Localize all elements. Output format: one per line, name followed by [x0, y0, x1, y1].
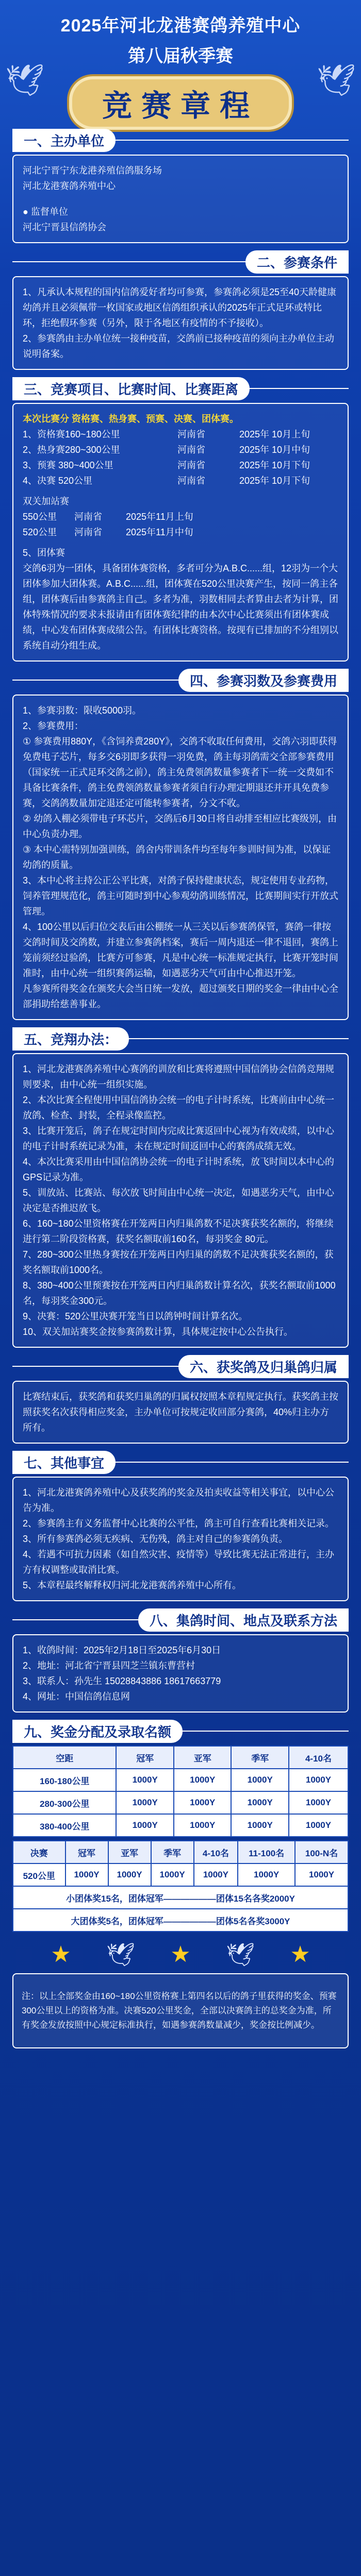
section-box: 1、凡承认本规程的国内信鸽爱好者均可参赛，参赛鸽必须是25至40天龄健康幼鸽并且必须佩带一枚国家或地区信鸽组织承认的2025年正式足环或特比环，拒绝假环参赛（另外，限于各地区有疫情的不予接收）。 2、参赛鸽由主办单位统一接种疫苗，交鸽前已接种疫苗的须向主办单位主动说明备案。: [12, 276, 349, 370]
section-heading: 八、集鸽时间、地点及联系方法: [12, 1608, 349, 1631]
dove-icon: 🕊: [226, 1942, 255, 1968]
prize-table: 空距 冠军 亚军 季军 4-10名 160-180公里 1000Y 1000Y 1000Y 1000Y 280-300公里 1000Y 1000Y 1000Y 1000Y 380-400公里 1000Y 1000Y 1000Y 1000Y: [12, 1745, 349, 1837]
section-heading: 四、参赛羽数及参赛费用: [12, 669, 349, 691]
section-box: 1、参赛羽数：限收5000羽。 2、参赛费用： ① 参赛费用880Y，《含饲养费280Y》，交鸽不收取任何费用，交鸽六羽即获得免费电子芯片，每多交6羽即多获得一羽免费，鸽主每羽鸽需交全部参赛费用（国家统一正式足环交鸽之前），鸽主免费领鸽数量参赛者下一统一交费如不具备比赛条件，鸽主免费领鸽数量参赛者须自行办理定期退还并开具免费参赛，交鸽鸽数量加定退还定可能转参赛者，分文不收。 ② 幼鸽入棚必须带电子环芯片，交鸽后6月30日将自动排至相应比赛级别，由中心负责办理。 ③ 本中心需特别加强训练，鸽舍内带训条件均至每年参训时间为准，以保证幼鸽的质量。 3、本中心将主持公正公平比赛，对鸽子保持健康状态，规定使用专业药物，饲养管理规范化，鸽主可随时到中心参观幼鸽训练情况，比赛期间实行开放式管理。 4、100公里以后归位交表后由公棚统一从三关以后参赛鸽保管，赛鸽一律按交鸽时间及交鸽数，并建立参赛鸽档案，赛后一周内退还一律不退回，赛鸽上笼前须经过验鸽，比赛方可参赛，凡是中心统一标准规定执行，比赛开笼时间准时，由中心统一组织赛鸽运输，如遇恶劣天气可由中心推迟开笼。 凡参赛所得奖金在颁奖大会当日统一发放，超过颁奖日期的奖金一律由中心全部捐助给慈善事业。: [12, 694, 349, 1020]
section-rules: [12, 1027, 349, 1348]
dove-icon: 🕊: [316, 63, 356, 97]
section-other: [12, 1451, 349, 1601]
section-heading: 七、其他事宜: [12, 1451, 349, 1473]
section-box: 比赛结束后，获奖鸽和获奖归巢鸽的归属权按照本章程规定执行。获奖鸽主按照获奖名次获得相应奖金，主办单位可按规定收回部分赛鸽，40%归主办方所有。: [12, 1381, 349, 1444]
section-fees: [12, 669, 349, 1020]
section-events: [12, 377, 349, 662]
section-organizer: [12, 129, 349, 243]
title-line-2: 第八届秋季赛: [128, 46, 233, 66]
final-prize-table: 决赛 冠军 亚军 季军 4-10名 11-100名 100-N名 520公里 1000Y 1000Y 1000Y 1000Y 1000Y 1000Y 小团体奖15名，团体冠军——————团体15名各奖2000Y 大团体奖5名，团体冠军——————团体5名各奖3000Y: [12, 1840, 349, 1932]
section-contact: [12, 1608, 349, 1713]
table-row: 520公里 1000Y 1000Y 1000Y 1000Y 1000Y 1000Y: [13, 1863, 348, 1886]
section-prizes: [12, 1720, 349, 2048]
section-box: 本次比赛分 资格赛、热身赛、预赛、决赛、团体赛。 1、资格赛160~180公里 河南省 2025年 10月上旬 2、热身赛280~300公里 河南省 2025年 10月中旬 3、预赛 380~400公里 河南省 2025年 10月下旬 4、决赛 520公里 河南省 2025年 10月下旬 双关加站赛 550公里 河南省 2025年11月上旬 520公里 河南省 2025年11月中旬 5、团体赛 交鸽6羽为一团体，具备团体赛资格，多者可分为A.B.C......组，12羽为一个大团体参加大团体赛。A.B.C......组，团体赛在520公里决赛产生，按同一鸽主各组，团体赛后由参赛鸽主自己。多者为准，羽数相同去者算由去者为计算，团体特殊情况的要求未报请由有团体赛纪律的由本次中心比赛须出有团体赛成绩，中心发布团体赛成绩公告。有团体比赛资格。按现有已排加的不分组别以系统自动分组生成。: [12, 403, 349, 662]
table-row: 380-400公里 1000Y 1000Y 1000Y 1000Y: [13, 1814, 348, 1837]
section-box: 1、河北龙港赛鸽养殖中心及获奖鸽的奖金及拍卖收益等相关事宜，以中心公告为准。 2、参赛鸽主有义务监督中心比赛的公平性，鸽主可自行查看比赛相关记录。 3、所有参赛鸽必须无疾病、无伤残，鸽主对自己的参赛鸽负责。 4、若遇不可抗力因素（如自然灾害、疫情等）导致比赛无法正常进行，主办方有权调整或取消比赛。 5、本章程最终解释权归河北龙港赛鸽养殖中心所有。: [12, 1477, 349, 1601]
section-conditions: [12, 250, 349, 370]
section-heading: 二、参赛条件: [12, 250, 349, 273]
section-heading: 九、奖金分配及录取名额: [12, 1720, 349, 1742]
star-icon: ★: [290, 1942, 310, 1967]
star-row: [33, 1941, 328, 1968]
header: [0, 0, 361, 129]
dove-icon: 🕊: [106, 1942, 135, 1968]
section-heading: 六、获奖鸽及归巢鸽归属: [12, 1355, 349, 1378]
title-line-1: 2025年河北龙港赛鸽养殖中心: [60, 16, 301, 36]
star-icon: ★: [51, 1942, 71, 1967]
dove-icon: 🕊: [5, 63, 45, 97]
banner: 竞赛章程: [69, 76, 292, 130]
section-ownership: [12, 1355, 349, 1444]
section-box: 1、河北龙港赛鸽养殖中心赛鸽的训放和比赛将遵照中国信鸽协会信鸽竞翔规则要求，由中心统一组织实施。 2、本次比赛全程使用中国信鸽协会统一的电子计时系统，比赛前由中心统一放鸽、检查、封装，全程录像监控。 3、比赛开笼后，鸽子在规定时间内完成比赛返回中心视为有效成绩，以中心的电子计时系统记录为准，未在规定时间返回中心的赛鸽成绩无效。 4、本次比赛采用由中国信鸽协会统一的电子计时系统，放飞时间以本中心的GPS记录为准。 5、训放站、比赛站、每次放飞时间由中心统一决定，如遇恶劣天气，由中心决定是否推迟放飞。 6、160~180公里资格赛在开笼两日内归巢鸽数不足决赛获奖名额的，将继续进行第二阶段资格赛，获奖名额取前160名，每羽奖金 80元。 7、280~300公里热身赛按在开笼两日内归巢的鸽数不足决赛获奖名额的，获奖名额取前1000名。 8、380~400公里预赛按在开笼两日内归巢鸽数计算名次，获奖名额取前1000名，每羽奖金300元。 9、决赛：520公里决赛开笼当日以鸽钟时间计算名次。 10、双关加站赛奖金按参赛鸽数计算，具体规定按中心公告执行。: [12, 1053, 349, 1348]
note-box: 注：以上全部奖金由160~180公里资格赛上第四名以后的鸽子里获得的奖金、预赛300公里以上的资格为准。决赛520公里奖金，全部以决赛鸽主的总奖金为准，所有奖金发放按照中心规定标准执行，如遇参赛鸽数量减少，奖金按比例减少。: [12, 1973, 349, 2048]
section-box: 1、收鸽时间：2025年2月18日至2025年6月30日 2、地址：河北省宁晋县四芝兰镇东曹营村 3、联系人：孙先生 15028843886 18617663779 4、网址：中国信鸽信息网: [12, 1634, 349, 1713]
star-icon: ★: [170, 1942, 191, 1967]
table-row: 280-300公里 1000Y 1000Y 1000Y 1000Y: [13, 1791, 348, 1814]
section-heading: 三、竞赛项目、比赛时间、比赛距离: [12, 377, 349, 400]
table-row: 160-180公里 1000Y 1000Y 1000Y 1000Y: [13, 1769, 348, 1791]
section-heading: 一、主办单位: [12, 129, 349, 151]
section-heading: 五、竞翔办法：: [12, 1027, 349, 1050]
section-box: 河北宁晋宁东龙港养殖信鸽服务场 河北龙港赛鸽养殖中心 ● 监督单位 河北宁晋县信鸽协会: [12, 155, 349, 243]
